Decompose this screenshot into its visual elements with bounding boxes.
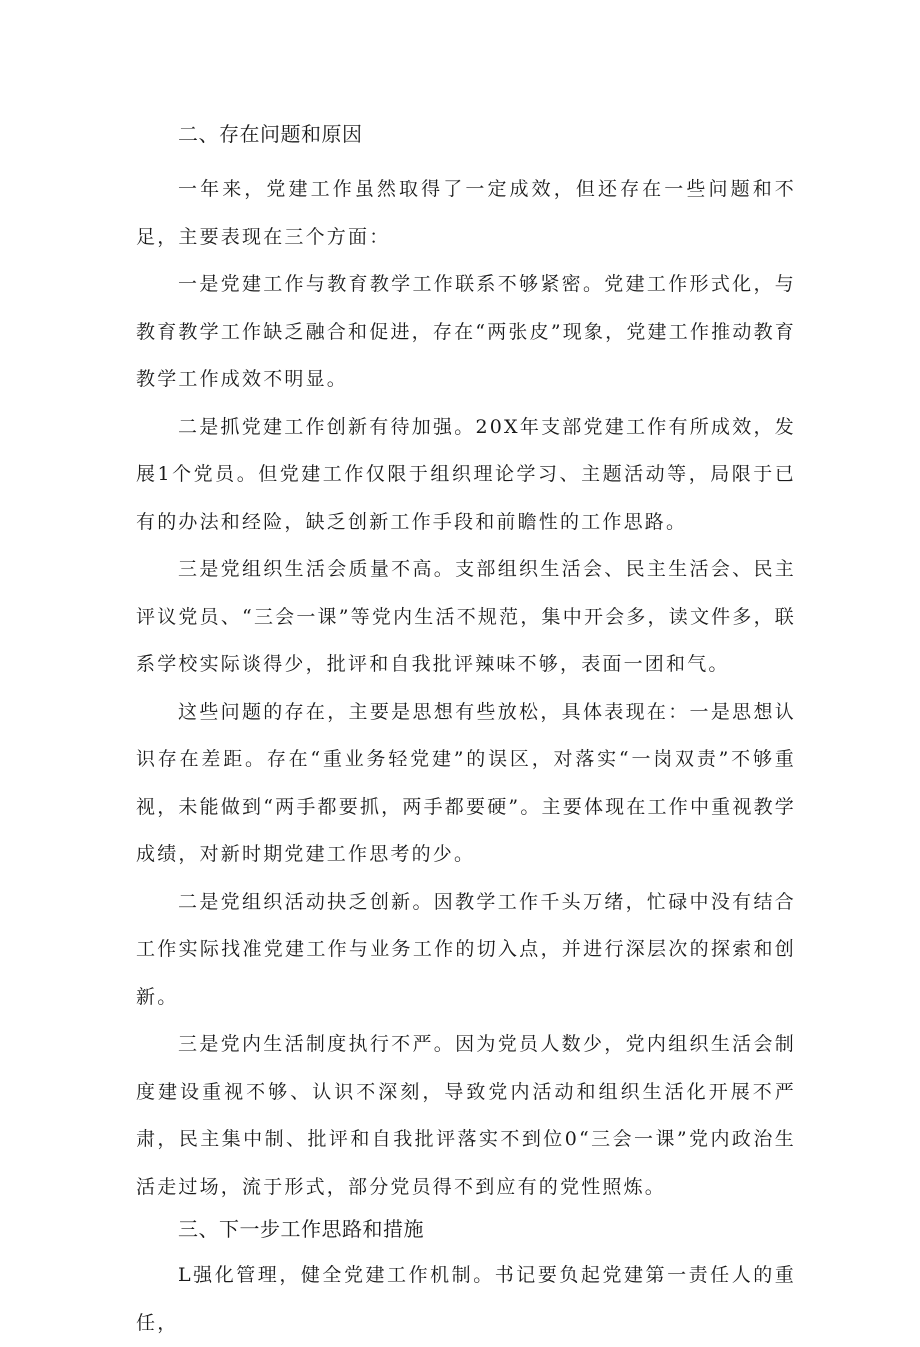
section-heading-next-steps: 三、下一步工作思路和措施 (178, 1217, 424, 1241)
paragraph-problem-2: 二是抓党建工作创新有待加强。20X年支部党建工作有所成效，发展1个党员。但党建工作仅限于组织理论学习、主题活动等，局限于已有的办法和经险，缺乏创新工作手段和前瞻性的工作思路。 (136, 415, 796, 533)
paragraph-overview: 一年来，党建工作虽然取得了一定成效，但还存在一些问题和不足，主要表现在三个方面： (136, 178, 796, 248)
paragraph-cause-3: 三是党内生活制度执行不严。因为党员人数少，党内组织生活会制度建设重视不够、认识不深刻，导致党内活动和组织生活化开展不严肃，民主集中制、批评和自我批评落实不到位0“三会一课”党内政治生活走过场，流于形式，部分党员得不到应有的党性照炼。 (136, 1033, 796, 1198)
paragraph-problem-3: 三是党组织生活会质量不高。支部组织生活会、民主生活会、民主评议党员、“三会一课”等党内生活不规范，集中开会多，读文件多，联系学校实际谈得少，批评和自我批评辣味不够，表面一团和气。 (136, 558, 796, 675)
paragraph-causes-intro: 这些问题的存在，主要是思想有些放松，具体表现在：一是思想认识存在差距。存在“重业务轻党建”的误区，对落实“一岗双责”不够重视，未能做到“两手都要抓，两手都要硬”。主要体现在工作中重视教学成绩，对新时期党建工作思考的少。 (136, 700, 796, 865)
paragraph-cause-2: 二是党组织活动抉乏创新。因教学工作千头万绪，忙碌中没有结合工作实际找准党建工作与业务工作的切入点，并进行深层次的探索和创新。 (136, 890, 796, 1008)
section-heading-problems: 二、存在问题和原因 (178, 122, 363, 146)
paragraph-problem-1: 一是党建工作与教育教学工作联系不够紧密。党建工作形式化，与教育教学工作缺乏融合和促进，存在“两张皮”现象，党建工作推动教育教学工作成效不明显。 (136, 273, 796, 390)
document-page (136, 118, 796, 1347)
paragraph-measure-1: L强化管理，健全党建工作机制。书记要负起党建第一责任人的重任， (136, 1264, 796, 1334)
